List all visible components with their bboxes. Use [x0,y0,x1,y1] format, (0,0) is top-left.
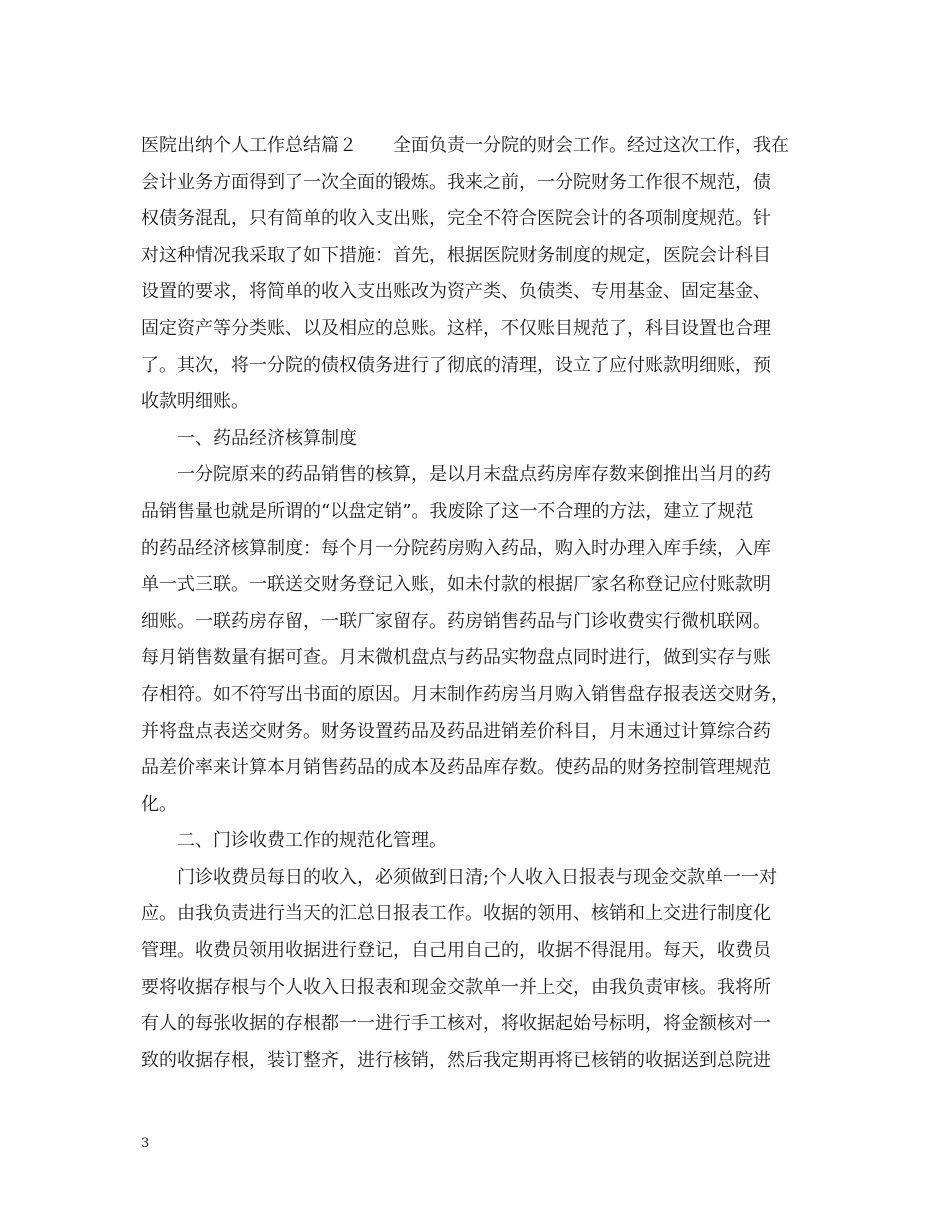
body-line: 品差价率来计算本月销售药品的成本及药品库存数。使药品的财务控制管理规范 [141,757,771,779]
body-line: 权债务混乱，只有简单的收入支出账，完全不符合医院会计的各项制度规范。针 [141,208,771,230]
body-line: 管理。收费员领用收据进行登记，自己用自己的，收据不得混用。每天，收费员 [141,940,771,962]
page-number: 3 [141,1136,150,1151]
body-line: 每月销售数量有据可查。月末微机盘点与药品实物盘点同时进行，做到实存与账 [141,647,771,669]
body-line: 单一式三联。一联送交财务登记入账，如未付款的根据厂家名称登记应付账款明 [141,574,771,596]
document-body [141,128,809,1079]
body-line: 医院出纳个人工作总结篇２ 全面负责一分院的财会工作。经过这次工作，我在 [141,135,789,156]
section-heading: 一、药品经济核算制度 [177,427,357,449]
body-line: 收款明细账。 [141,391,249,413]
body-line: 的药品经济核算制度：每个月一分院药房购入药品，购入时办理入库手续，入库 [141,537,771,559]
body-line: 固定资产等分类账、以及相应的总账。这样，不仅账目规范了，科目设置也合理 [141,317,771,339]
body-line: 对这种情况我采取了如下措施：首先，根据医院财务制度的规定，医院会计科目 [141,244,771,266]
body-line: 存相符。如不符写出书面的原因。月末制作药房当月购入销售盘存报表送交财务， [141,683,789,705]
paragraph-start-line: 门诊收费员每日的收入，必须做到日清;个人收入日报表与现金交款单一一对 [177,866,778,888]
body-line: 有人的每张收据的存根都一一进行手工核对，将收据起始号标明，将金额核对一 [141,1013,771,1035]
body-line: 品销售量也就是所谓的“以盘定销”。我废除了这一不合理的方法，建立了规范 [141,500,754,522]
body-line: 要将收据存根与个人收入日报表和现金交款单一并上交，由我负责审核。我将所 [141,976,771,998]
body-line: 设置的要求，将简单的收入支出账改为资产类、负债类、专用基金、固定基金、 [141,281,771,303]
body-line: 化。 [141,793,177,815]
body-line: 并将盘点表送交财务。财务设置药品及药品进销差价科目，月末通过计算综合药 [141,720,771,742]
body-line: 应。由我负责进行当天的汇总日报表工作。收据的领用、核销和上交进行制度化 [141,903,771,925]
body-line: 会计业务方面得到了一次全面的锻炼。我来之前，一分院财务工作很不规范，债 [141,171,771,193]
body-line: 了。其次，将一分院的债权债务进行了彻底的清理，设立了应付账款明细账，预 [141,354,771,376]
body-line: 致的收据存根，装订整齐，进行核销，然后我定期再将已核销的收据送到总院进 [141,1049,771,1071]
paragraph-start-line: 一分院原来的药品销售的核算，是以月末盘点药房库存数来倒推出当月的药 [177,464,771,486]
body-line: 细账。一联药房存留，一联厂家留存。药房销售药品与门诊收费实行微机联网。 [141,610,771,632]
section-heading: 二、门诊收费工作的规范化管理。 [177,830,447,852]
